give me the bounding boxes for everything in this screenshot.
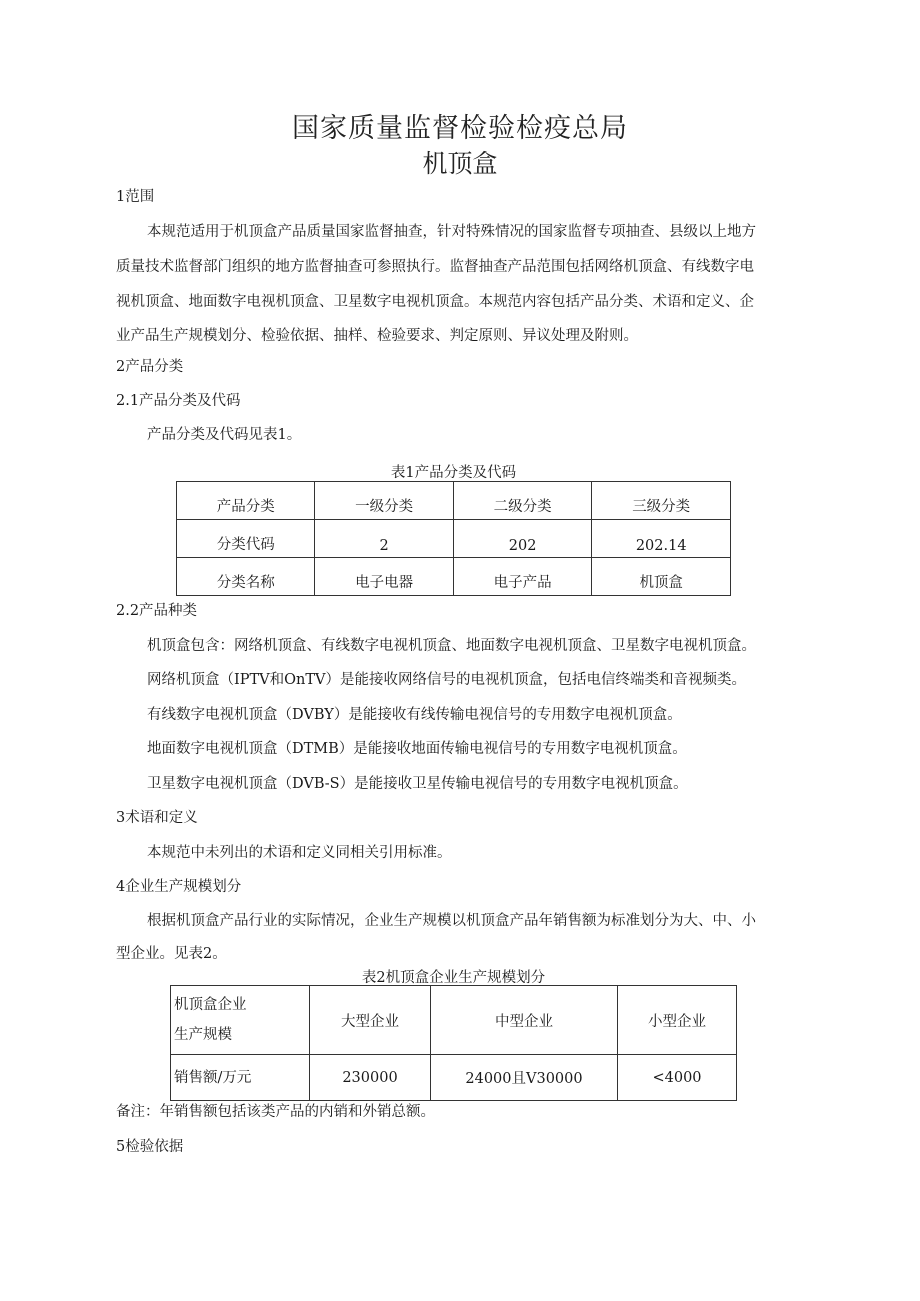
table-row [171,1055,737,1101]
table-row [177,558,731,596]
section-3-heading: 3术语和定义 [116,810,198,826]
table-cell: 机顶盒 [592,558,731,596]
table-cell: 202.14 [592,520,731,558]
table-cell: 销售额/万元 [171,1055,310,1101]
table-2-caption: 表2机顶盒企业生产规模划分 [361,970,546,986]
table-cell: 230000 [310,1055,431,1101]
table-cell-line: 机顶盒企业 [174,997,247,1013]
table-cell: 24000且V30000 [431,1055,618,1101]
section-2-1-heading: 2.1产品分类及代码 [116,393,241,409]
section-1-paragraph-line: 业产品生产规模划分、检验依据、抽样、检验要求、判定原则、异议处理及附则。 [116,328,638,344]
section-1-paragraph-line: 本规范适用于机顶盒产品质量国家监督抽查，针对特殊情况的国家监督专项抽查、县级以上地方 [147,224,756,240]
section-2-2-line: 地面数字电视机顶盒（DTMB）是能接收地面传输电视信号的专用数字电视机顶盒。 [147,741,687,757]
table-cell: 一级分类 [315,482,453,520]
table-cell: 2 [315,520,453,558]
table-row [177,482,731,520]
table-cell: 分类名称 [177,558,315,596]
table-row [171,986,737,1055]
table-cell-line: 生产规模 [174,1027,232,1043]
table-cell: 三级分类 [592,482,731,520]
section-2-2-line: 网络机顶盒（IPTV和OnTV）是能接收网络信号的电视机顶盒，包括电信终端类和音视频类。 [147,672,746,688]
table-cell: 产品分类 [177,482,315,520]
table-2-note: 备注：年销售额包括该类产品的内销和外销总额。 [116,1104,435,1120]
section-2-2-line: 有线数字电视机顶盒（DVBY）是能接收有线传输电视信号的专用数字电视机顶盒。 [147,707,682,723]
table-1 [176,481,731,596]
section-5-heading: 5检验依据 [116,1139,184,1155]
section-1-paragraph-line: 质量技术监督部门组织的地方监督抽查可参照执行。监督抽查产品范围包括网络机顶盒、有线数字电 [116,259,754,275]
table-cell: 大型企业 [310,986,431,1055]
section-2-heading: 2产品分类 [116,359,184,375]
section-4-heading: 4企业生产规模划分 [116,879,242,895]
section-4-paragraph-line: 型企业。见表2。 [116,946,227,962]
table-1-caption: 表1产品分类及代码 [390,465,517,481]
table-cell: 电子电器 [315,558,453,596]
document-title: 国家质量监督检验检疫总局 [292,113,628,144]
section-2-2-line: 机顶盒包含：网络机顶盒、有线数字电视机顶盒、地面数字电视机顶盒、卫星数字电视机顶盒。 [147,638,756,654]
table-cell: <4000 [618,1055,737,1101]
table-cell: 小型企业 [618,986,737,1055]
section-2-1-text: 产品分类及代码见表1。 [147,427,302,443]
table-row [177,520,731,558]
table-cell: 202 [453,520,592,558]
table-cell [171,986,310,1055]
table-cell: 二级分类 [453,482,592,520]
table-cell: 电子产品 [453,558,592,596]
section-2-2-line: 卫星数字电视机顶盒（DVB-S）是能接收卫星传输电视信号的专用数字电视机顶盒。 [147,776,688,792]
section-1-paragraph-line: 视机顶盒、地面数字电视机顶盒、卫星数字电视机顶盒。本规范内容包括产品分类、术语和定义、企 [116,294,754,310]
document-subtitle: 机顶盒 [422,149,498,178]
table-cell: 分类代码 [177,520,315,558]
section-1-heading: 1范围 [116,189,155,205]
section-4-paragraph-line: 根据机顶盒产品行业的实际情况，企业生产规模以机顶盒产品年销售额为标准划分为大、中、小 [147,913,756,929]
table-2 [170,985,737,1101]
section-2-2-heading: 2.2产品种类 [116,603,198,619]
section-3-text: 本规范中未列出的术语和定义同相关引用标准。 [147,845,452,861]
table-cell: 中型企业 [431,986,618,1055]
